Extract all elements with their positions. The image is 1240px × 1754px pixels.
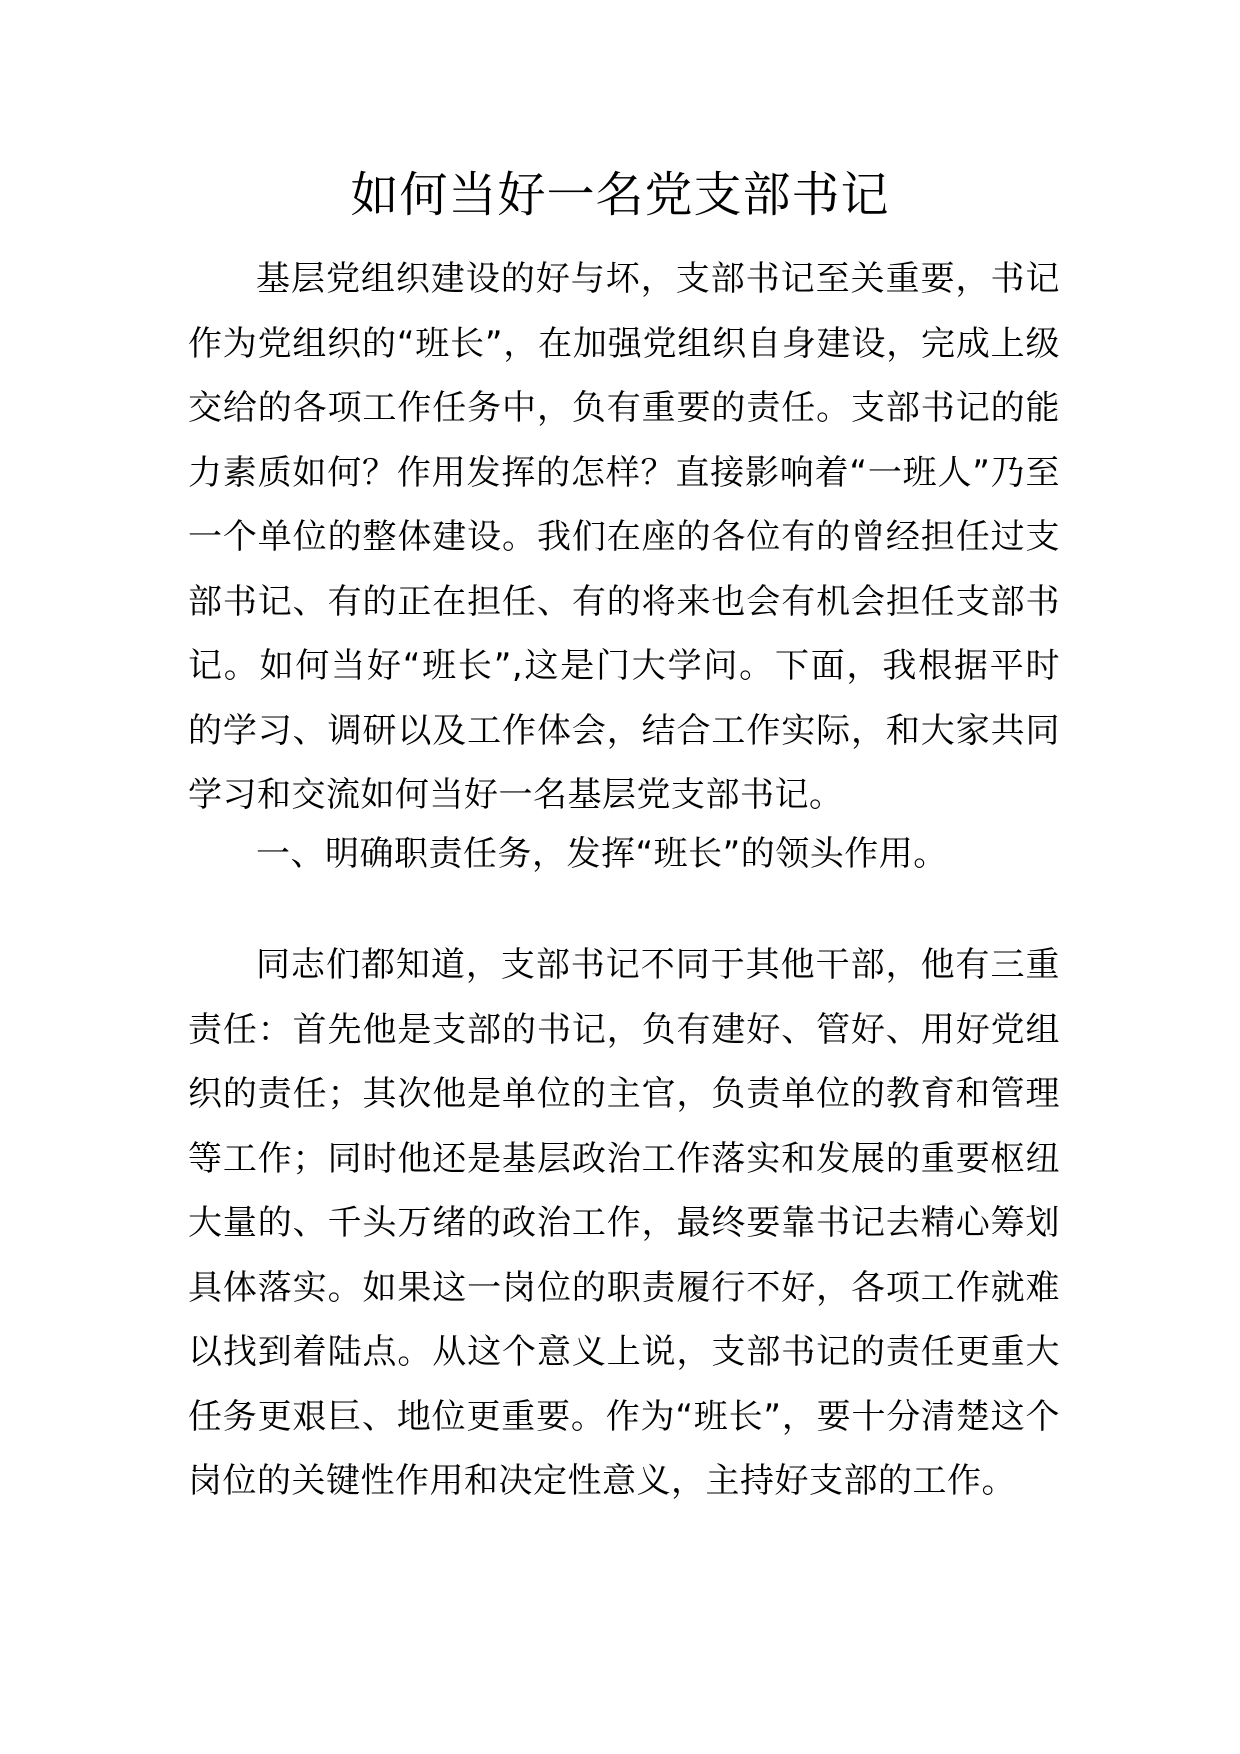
document-title: 如何当好一名党支部书记 — [350, 167, 890, 223]
section-heading-1: 一、明确职责任务，发挥“班长”的领头作用。 — [256, 834, 948, 874]
paragraph-intro: 基层党组织建设的好与坏，支部书记至关重要，书记作为党组织的“班长”，在加强党组织自身建设，完成上级交给的各项工作任务中，负有重要的责任。支部书记的能力素质如何？作用发挥的怎样？直接影响着“一班人”乃至一个单位的整体建设。我们在座的各位有的曾经担任过支部书记、有的正在担任、有的将来也会有机会担任支部书记。如何当好“班长”,这是门大学问。下面，我根据平时的学习、调研以及工作体会，结合工作实际，和大家共同学习和交流如何当好一名基层党支部书记。 — [188, 259, 1060, 815]
paragraph-duties: 同志们都知道，支部书记不同于其他干部，他有三重责任：首先他是支部的书记，负有建好、管好、用好党组织的责任；其次他是单位的主官，负责单位的教育和管理等工作；同时他还是基层政治工作落实和发展的重要枢纽大量的、千头万绪的政治工作，最终要靠书记去精心筹划具体落实。如果这一岗位的职责履行不好，各项工作就难以找到着陆点。从这个意义上说，支部书记的责任更重大任务更艰巨、地位更重要。作为“班长”，要十分清楚这个岗位的关键性作用和决定性意义，主持好支部的工作。 — [188, 945, 1060, 1501]
